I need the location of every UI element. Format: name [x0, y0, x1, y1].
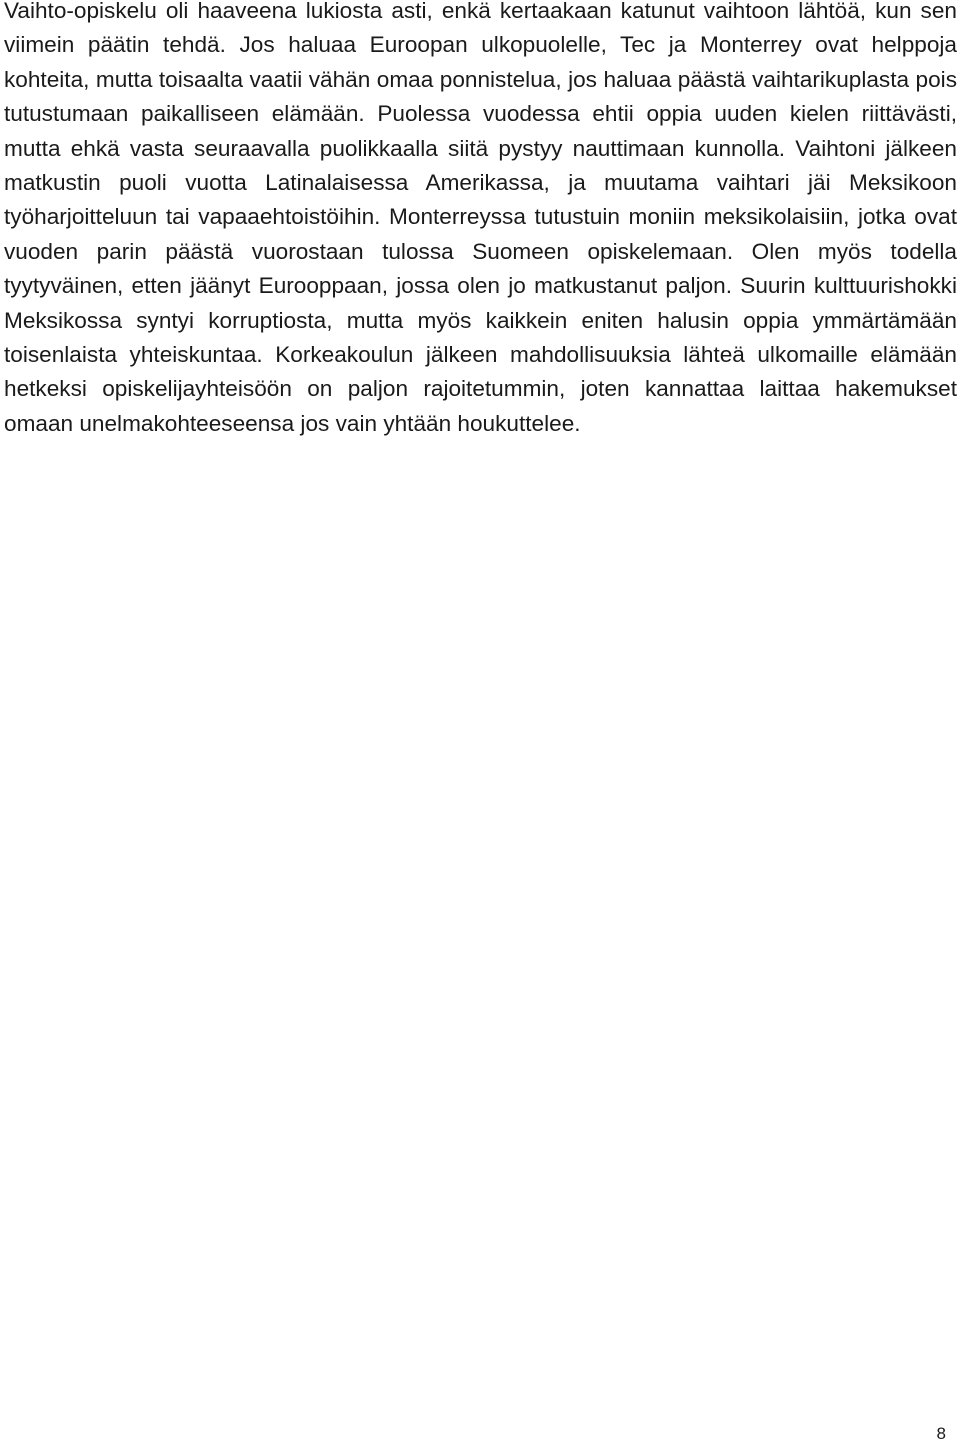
body-paragraph: Vaihto-opiskelu oli haaveena lukiosta asti, enkä kertaakaan katunut vaihtoon lähtöä, kun sen viimein päätin tehdä. Jos haluaa Euroopan ulkopuolelle, Tec ja Monterrey ovat helppoja kohteita, mutta toisaalta vaatii vähän omaa ponnistelua, jos haluaa päästä vaihtarikuplasta pois tutustumaan paikalliseen elämään. Puolessa vuodessa ehtii oppia uuden kielen riittävästi, mutta ehkä vasta seuraavalla puolikkaalla siitä pystyy nauttimaan kunnolla. Vaihtoni jälkeen matkustin puoli vuotta Latinalaisessa Amerikassa, ja muutama vaihtari jäi Meksikoon työharjoitteluun tai vapaaehtoistöihin. Monterreyssa tutustuin moniin meksikolaisiin, jotka ovat vuoden parin päästä vuorostaan tulossa Suomeen opiskelemaan. Olen myös todella tyytyväinen, etten jäänyt Eurooppaan, jossa olen jo matkustanut paljon. Suurin kulttuurishokki Meksikossa syntyi korruptiosta, mutta myös kaikkein eniten halusin oppia ymmärtämään toisenlaista yhteiskuntaa. Korkeakoulun jälkeen mahdollisuuksia lähteä ulkomaille elämään hetkeksi opiskelijayhteisöön on paljon rajoitetummin, joten kannattaa laittaa hakemukset omaan unelmakohteeseensa jos vain yhtään houkuttelee. [4, 0, 957, 436]
page-number: 8 [936, 1424, 946, 1443]
